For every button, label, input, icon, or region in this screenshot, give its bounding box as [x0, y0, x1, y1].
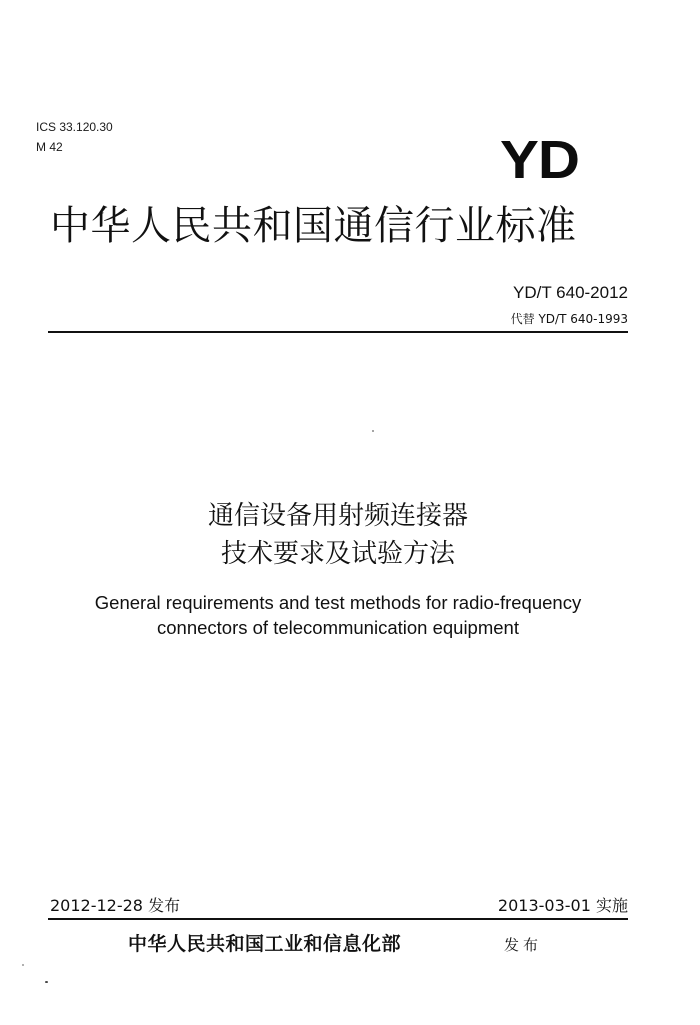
scan-speck	[372, 430, 374, 432]
document-title-en	[0, 590, 700, 640]
document-title-cn	[0, 497, 700, 573]
standard-number: YD/T 640-2012	[513, 283, 628, 302]
document-title-en-line1: General requirements and test methods for radio-frequency	[94, 592, 582, 613]
publish-label: 发布	[504, 936, 543, 954]
class-code: M 42	[36, 140, 63, 154]
scan-speck	[45, 981, 48, 983]
publisher-name: 中华人民共和国工业和信息化部	[128, 933, 402, 955]
issue-date: 2012-12-28 发布	[50, 896, 181, 915]
yd-logo: YD	[500, 130, 579, 190]
document-title-cn-line1: 通信设备用射频连接器	[207, 501, 468, 531]
scan-speck	[22, 964, 24, 966]
document-title-cn-line2: 技术要求及试验方法	[220, 539, 455, 569]
bottom-divider	[48, 918, 628, 920]
top-divider	[48, 331, 628, 333]
industry-standard-title: 中华人民共和国通信行业标准	[50, 203, 577, 249]
implementation-date: 2013-03-01 实施	[497, 896, 628, 915]
classification-codes	[36, 117, 113, 157]
ics-code: ICS 33.120.30	[36, 120, 113, 134]
replaces-standard: 代替 YD/T 640-1993	[510, 312, 628, 326]
document-title-en-line2: connectors of telecommunication equipment	[157, 617, 519, 638]
